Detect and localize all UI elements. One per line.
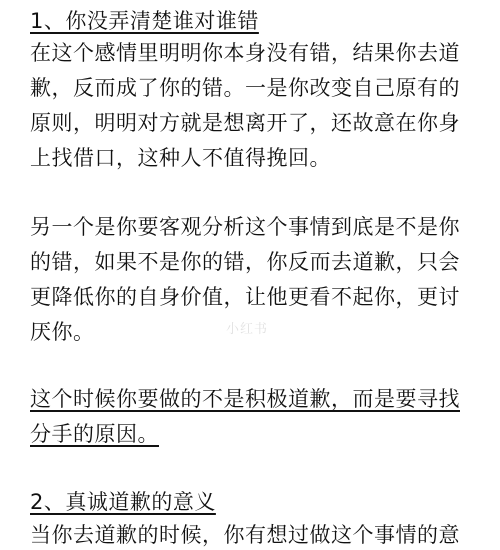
paragraph-3-line-2: 分手的原因。 — [30, 422, 159, 446]
paragraph-2-line-3: 更降低你的自身价值，让他更看不起你，更讨 — [30, 285, 460, 309]
paragraph-2-line-2: 的错，如果不是你的错，你反而去道歉，只会 — [30, 250, 460, 274]
paragraph-1-line-4: 上找借口，这种人不值得挽回。 — [30, 146, 331, 170]
section-heading-1: 1、你没弄清楚谁对谁错 — [30, 9, 259, 33]
watermark: 小红书 — [226, 322, 269, 337]
paragraph-4-line-1-partial: 当你去道歉的时候，你有想过做这个事情的意 — [30, 523, 460, 547]
paragraph-1-line-3: 原则，明明对方就是想离开了，还故意在你身 — [30, 111, 460, 135]
paragraph-3-line-1: 这个时候你要做的不是积极道歉，而是要寻找 — [30, 387, 460, 411]
section-heading-2: 2、真诚道歉的意义 — [30, 490, 216, 514]
paragraph-1-line-1: 在这个感情里明明你本身没有错，结果你去道 — [30, 41, 460, 65]
paragraph-2-line-1: 另一个是你要客观分析这个事情到底是不是你 — [30, 215, 460, 239]
paragraph-2-line-4: 厌你。 — [30, 320, 95, 344]
paragraph-1-line-2: 歉，反而成了你的错。一是你改变自己原有的 — [30, 76, 460, 100]
